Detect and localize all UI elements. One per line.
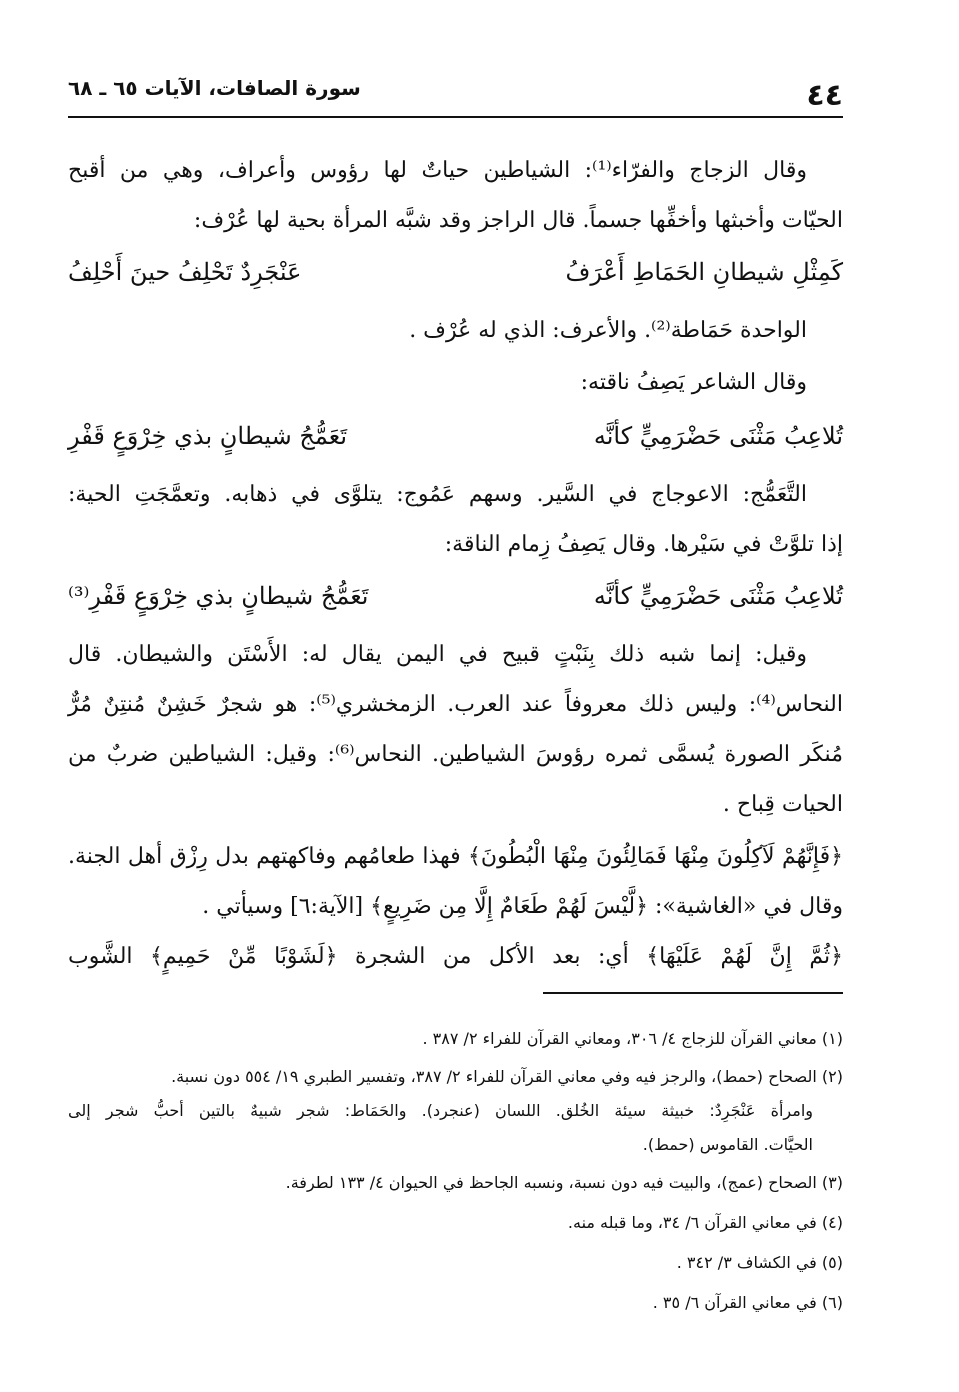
- footnote: (٥) في الكشاف ٣/ ٣٤٢ .: [676, 1253, 843, 1272]
- verse-hemistich: تَعَمُّجُ شيطانٍ بذي خِرْوَعٍ قَفْرِ: [68, 422, 348, 450]
- verse-hemistich: تُلاعِبُ مَثْنَى حَضْرَمِيٍّ كأنَّه: [593, 582, 843, 610]
- running-title: سورة الصافات، الآيات ٦٥ ـ ٦٨: [68, 76, 361, 100]
- text-line: الحيّات وأخبثها وأخفِّها جسماً. قال الراجز وقد شبَّه المرأة بحية لها عُرْف:: [193, 208, 843, 233]
- text-line: مُنكَر الصورة يُسمَّى ثمره رؤوسَ الشياطين. النحاس⁽⁶⁾: وقيل: الشياطين ضربٌ من: [68, 742, 843, 767]
- footnote-continuation: وامرأة عَنْجَرِدٌ: خبيثة سيئة الخُلق. اللسان (عنجرد). والحَمَاط: شجر شبيهٌ بالتين أحبُّ شجر إلى: [68, 1101, 813, 1120]
- verse-hemistich: تَعَمُّجُ شيطانٍ بذي خِرْوَعٍ قَفْرِ⁽³⁾: [68, 582, 369, 610]
- text-line: وقال في «الغاشية»: ﴿لَّيْسَ لَهُمْ طَعَامٌ إِلَّا مِن ضَرِيعٍ﴾ [الآية:٦] وسيأتي .: [202, 894, 843, 919]
- footnote: (٤) في معاني القرآن ٦/ ٣٤، وما قبله منه.: [567, 1213, 843, 1232]
- page-number: ٤٤: [806, 78, 843, 113]
- verse-hemistich: عَنْجَرِدٌ تَحْلِفُ حينَ أَحْلِفُ: [68, 258, 302, 286]
- footnote: (١) معاني القرآن للزجاج ٤/ ٣٠٦، ومعاني القرآن للفراء ٢/ ٣٨٧ .: [422, 1029, 843, 1048]
- quran-verse-line: ﴿فَإِنَّهُمْ لَآكِلُونَ مِنْهَا فَمَالِئُونَ مِنْهَا الْبُطُونَ﴾ فهذا طعامُهم وفاكهتهم بدل رِزْق أهل الجنة.: [68, 844, 843, 869]
- text-line: وقال الشاعر يَصِفُ ناقته:: [580, 370, 807, 395]
- text-line: التَّعَمُّج: الاعوجاج في السَّير. وسهم عَمُوج: يتلوَّى في ذهابه. وتعمَّجَتِ الحية:: [68, 482, 807, 507]
- footnote: (٣) الصحاح (عمج)، والبيت فيه دون نسبة، ونسبه الجاحظ في الحيوان ٤/ ١٣٣ لطرفة.: [285, 1173, 843, 1192]
- footnote-separator: [543, 992, 843, 994]
- text-line: الواحدة حَمَاطة⁽²⁾. والأعرف: الذي له عُرْف .: [409, 318, 807, 343]
- footnote: (٢) الصحاح (حمط)، والرجز فيه وفي معاني القرآن للفراء ٢/ ٣٨٧، وتفسير الطبري ١٩/ ٥٥٤ دون نسبة.: [171, 1067, 843, 1086]
- footnote-continuation: الحيَّات. القاموس (حمط).: [642, 1135, 813, 1154]
- text-line: الحيات قِباح .: [722, 792, 843, 817]
- page-header: [68, 72, 843, 118]
- text-line: إذا تلوَّتْ في سَيْرها. وقال يَصِفُ زِمام الناقة:: [444, 532, 843, 557]
- verse-hemistich: تُلاعِبُ مَثْنَى حَضْرَمِيٍّ كأنَّه: [593, 422, 843, 450]
- text-line: وقال الزجاج والفرّاء⁽¹⁾: الشياطين حياتٌ لها رؤوس وأعراف، وهي من أقبح: [68, 158, 807, 183]
- quran-verse-line: ﴿ثُمَّ إِنَّ لَهُمْ عَلَيْهَا﴾ أي: بعد الأكل من الشجرة ﴿لَشَوْبًا مِّنْ حَمِيمٍ﴾ الشَّوب: [68, 944, 843, 969]
- footnote: (٦) في معاني القرآن ٦/ ٣٥ .: [652, 1293, 843, 1312]
- verse-hemistich: كَمِثْلِ شيطانِ الحَمَاطِ أَعْرَفُ: [565, 258, 843, 286]
- text-line: وقيل: إنما شبه ذلك بِنَبْتٍ قبيح في اليمن يقال له: الأَسْتَن والشيطان. قال: [68, 642, 807, 667]
- text-line: النحاس⁽⁴⁾: وليس ذلك معروفاً عند العرب. الزمخشري⁽⁵⁾: هو شجرٌ خَشِنٌ مُنتِنٌ مُرٌّ: [68, 692, 843, 717]
